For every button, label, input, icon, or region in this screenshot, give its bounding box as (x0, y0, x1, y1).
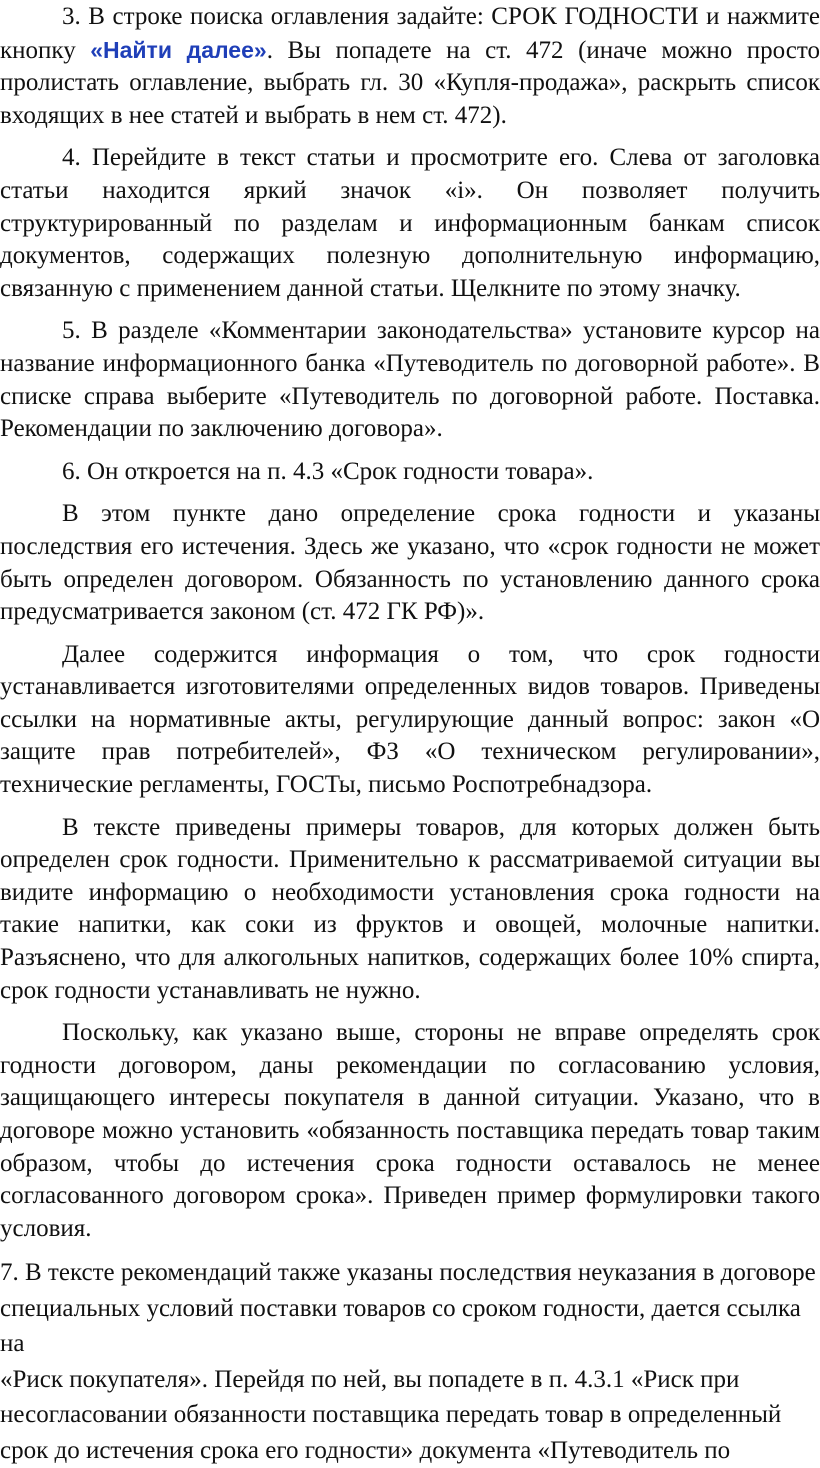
paragraph-step-4: 4. Перейдите в текст статьи и просмотрите его. Слева от заголовка статьи находится яркий значок «i». Он позволяет получить структурированный по разделам и информационным банкам список документов, содержащих полезную дополнительную информацию, связанную с применением данной статьи. Щелкните по этому значку. (0, 144, 820, 302)
paragraph-manufacturers: Далее содержится информация о том, что срок годности устанавливается изготовителями определенных видов товаров. Приведены ссылки на нормативные акты, регулирующие данный вопрос: закон «О защите прав потребителей», ФЗ «О техническом регулировании», технические регламенты, ГОСТы, письмо Роспотребнадзора. (0, 640, 820, 799)
find-next-button-reference: «Найти далее» (90, 36, 267, 63)
step-7-line: специальных условий поставки товаров со сроком годности, дается ссылка на (0, 1294, 801, 1358)
step-7-line: 7. В тексте рекомендаций также указаны последствия неуказания в договоре (0, 1259, 816, 1287)
paragraph-product-examples: В тексте приведены примеры товаров, для которых должен быть определен срок годности. Применительно к рассматриваемой ситуации вы видите информацию о необходимости установления срока годности на такие напитки, как соки из фруктов и овощей, молочные напитки. Разъяснено, что для алкогольных напитков, содержащих более 10% спирта, срок годности устанавливать не нужно. (0, 813, 820, 1004)
step-7-line: «Риск покупателя». Перейдя по ней, вы попадете в п. 4.3.1 «Риск при (0, 1365, 740, 1393)
paragraph-step-3 (0, 1, 820, 132)
step-3-text-end: . Вы попадете на ст. 472 (иначе можно просто пролистать оглавление, выбрать гл. 30 «Купля-продажа», раскрыть список входящих в нее статей и выбрать в нем ст. 472). (0, 36, 820, 129)
step-7-line: срок до истечения срока его годности» документа «Путеводитель по (0, 1436, 731, 1464)
paragraph-step-7 (0, 1255, 816, 1468)
paragraph-recommendations: Поскольку, как указано выше, стороны не вправе определять срок годности договором, даны рекомендации по согласованию условия, защищающего интересы покупателя в данной ситуации. Указано, что в договоре можно установить «обязанность поставщика передать товар таким образом, чтобы до истечения срока годности оставалось не менее согласованного договором срока». Приведен пример формулировки такого условия. (0, 1019, 820, 1242)
paragraph-step-6: 6. Он откроется на п. 4.3 «Срок годности товара». (62, 457, 594, 485)
paragraph-step-5: 5. В разделе «Комментарии законодательства» установите курсор на название информационного банка «Путеводитель по договорной работе». В списке справа выберите «Путеводитель по договорной работе. Поставка. Рекомендации по заключению договора». (0, 317, 820, 443)
step-3-text-start: 3. В строке поиска оглавления задайте: СРОК ГОДНОСТИ и нажмите кнопку (0, 3, 820, 64)
paragraph-expiry-definition: В этом пункте дано определение срока годности и указаны последствия его истечения. Здесь же указано, что «срок годности не может быть определен договором. Обязанность по установлению данного срока предусматривается законом (ст. 472 ГК РФ)». (0, 500, 820, 626)
step-7-line: несогласовании обязанности поставщика передать товар в определенный (0, 1401, 782, 1429)
